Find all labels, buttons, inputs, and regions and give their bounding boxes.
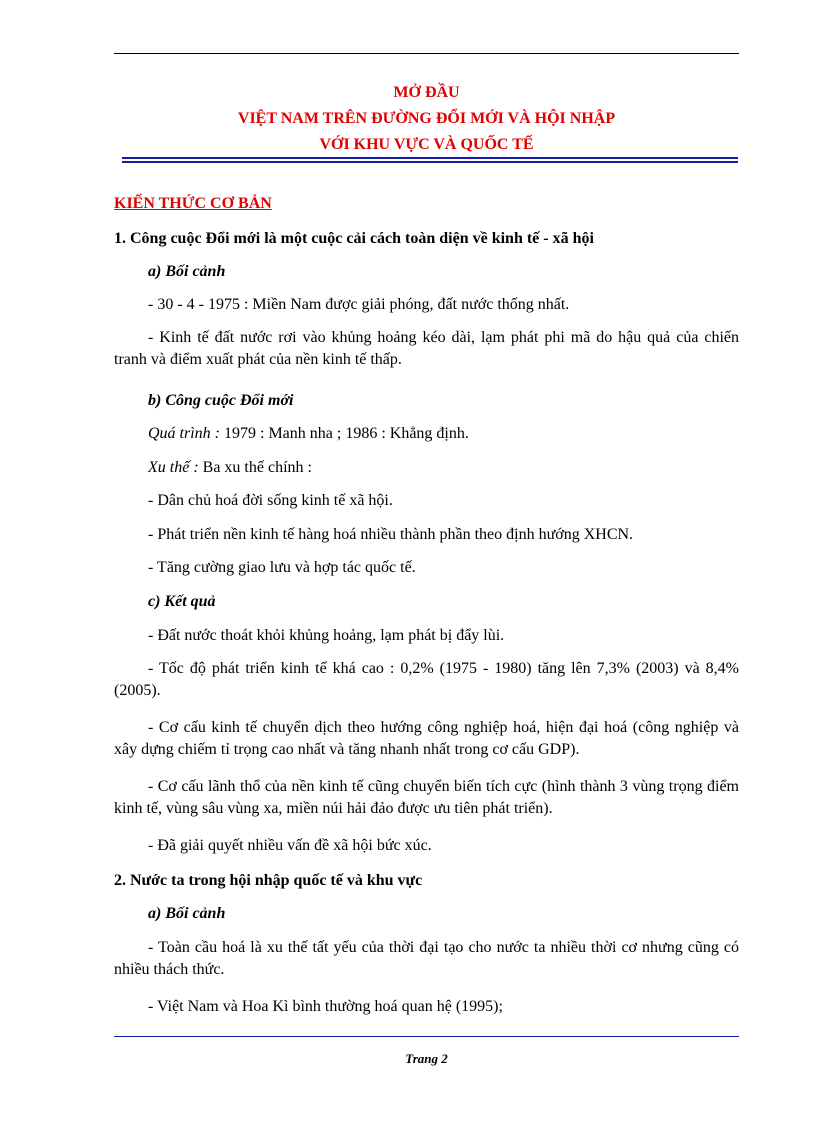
section-heading: KIẾN THỨC CƠ BẢN <box>114 195 272 212</box>
part1-b-trend <box>114 457 773 479</box>
part1-c-heading: c) Kết quả <box>148 593 216 610</box>
title-line-1: MỞ ĐẦU <box>393 84 460 101</box>
part1-b-heading: b) Công cuộc Đổi mới <box>148 392 294 409</box>
page-number: Trang 2 <box>405 1051 448 1066</box>
trend-label: Xu thế : <box>148 459 199 476</box>
part1-b-process <box>114 423 773 445</box>
part1-b-item-2: - Phát triển nền kinh tế hàng hoá nhiều thành phần theo định hướng XHCN. <box>148 526 634 543</box>
part1-c-paragraph-4: - Cơ cấu lãnh thổ của nền kinh tế cũng chuyển biến tích cực (hình thành 3 vùng trọng điểm kinh tế, vùng sâu vùng xa, miền núi hải đảo được ưu tiên phát triển). <box>114 778 739 817</box>
part1-c-paragraph-2: - Tốc độ phát triển kinh tế khá cao : 0,2% (1975 - 1980) tăng lên 7,3% (2003) và 8,4% (2005). <box>114 660 739 699</box>
process-text: 1979 : Manh nha ; 1986 : Khẳng định. <box>220 425 469 442</box>
top-rule <box>114 53 739 54</box>
title-divider <box>122 157 738 163</box>
trend-text: Ba xu thế chính : <box>198 459 312 476</box>
part2-heading: 2. Nước ta trong hội nhập quốc tế và khu vực <box>114 872 423 889</box>
footer-rule <box>114 1036 739 1037</box>
part1-b-item-1: - Dân chủ hoá đời sống kinh tế xã hội. <box>148 492 393 509</box>
part2-a-paragraph-2: - Việt Nam và Hoa Kì bình thường hoá quan hệ (1995); <box>148 998 503 1015</box>
part1-b-item-3: - Tăng cường giao lưu và hợp tác quốc tế. <box>148 559 416 576</box>
title-line-2: VIỆT NAM TRÊN ĐƯỜNG ĐỔI MỚI VÀ HỘI NHẬP <box>237 110 616 127</box>
part1-a-heading: a) Bối cảnh <box>148 263 226 280</box>
part1-a-paragraph-2: - Kinh tế đất nước rơi vào khủng hoảng kéo dài, lạm phát phi mã do hậu quả của chiến tranh và điểm xuất phát của nền kinh tế thấp. <box>114 329 739 368</box>
part1-a-paragraph-1: - 30 - 4 - 1975 : Miền Nam được giải phóng, đất nước thống nhất. <box>148 296 570 313</box>
part1-heading: 1. Công cuộc Đổi mới là một cuộc cải cách toàn diện về kinh tế - xã hội <box>114 230 594 247</box>
part2-a-heading: a) Bối cảnh <box>148 905 226 922</box>
document-title <box>114 80 739 158</box>
title-line-3: VỚI KHU VỰC VÀ QUỐC TẾ <box>319 136 534 153</box>
part1-c-paragraph-1: - Đất nước thoát khỏi khủng hoảng, lạm phát bị đẩy lùi. <box>148 627 505 644</box>
part2-a-paragraph-1: - Toàn cầu hoá là xu thế tất yếu của thời đại tạo cho nước ta nhiều thời cơ nhưng cũng có nhiều thách thức. <box>114 939 739 978</box>
process-label: Quá trình : <box>148 425 220 442</box>
part1-c-paragraph-3: - Cơ cấu kinh tế chuyển dịch theo hướng công nghiệp hoá, hiện đại hoá (công nghiệp và xây dựng chiếm tỉ trọng cao nhất và tăng nhanh nhất trong cơ cấu GDP). <box>114 719 739 758</box>
part1-c-paragraph-5: - Đã giải quyết nhiều vấn đề xã hội bức xúc. <box>148 837 432 854</box>
